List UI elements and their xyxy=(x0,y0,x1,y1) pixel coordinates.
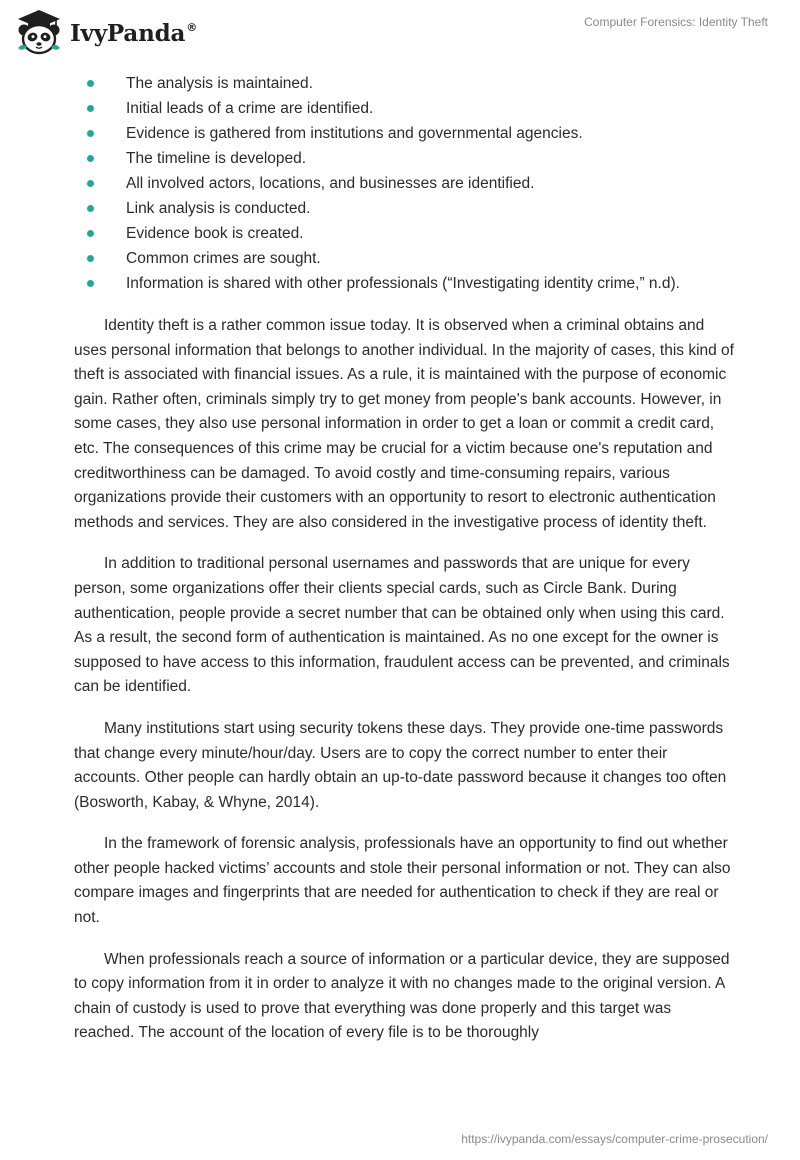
list-item-text: Evidence is gathered from institutions and governmental agencies. xyxy=(126,125,583,142)
list-item xyxy=(0,121,800,146)
list-item xyxy=(0,271,800,296)
paragraph-special-cards: In addition to traditional personal usernames and passwords that are unique for every person, some organizations offer their clients special cards, such as Circle Bank. During authentication, people provide a secret number that can be obtained only when using this card. As a result, the second form of authentication is maintained. As no one except for the owner is supposed to have access to this information, fraudulent access can be prevented, and criminals can be identified. xyxy=(74,555,730,696)
paragraph-security-tokens: Many institutions start using security tokens these days. They provide one-time passwords that change every minute/hour/day. Users are to copy the correct number to enter their accounts. Other people can hardly obtain an up-to-date password because it changes too often (Bosworth, Kabay, & Whyne, 2014). xyxy=(74,719,727,811)
list-item xyxy=(0,71,800,96)
list-item-text: Evidence book is created. xyxy=(126,225,304,242)
list-item-text: Information is shared with other professionals (“Investigating identity crime,” n.d). xyxy=(126,275,680,292)
bullet-icon xyxy=(87,105,94,112)
ivypanda-logo[interactable] xyxy=(14,8,197,56)
essay-body xyxy=(74,314,734,1063)
list-item xyxy=(0,246,800,271)
bullet-icon xyxy=(87,205,94,212)
list-item-text: Initial leads of a crime are identified. xyxy=(126,100,374,117)
list-item xyxy=(0,96,800,121)
list-item-text: The analysis is maintained. xyxy=(126,75,313,92)
list-item-text: Common crimes are sought. xyxy=(126,250,321,267)
registered-mark: ® xyxy=(186,20,197,34)
panda-graduate-icon xyxy=(14,8,64,56)
bullet-list xyxy=(0,71,800,296)
paragraph-identity-theft: Identity theft is a rather common issue today. It is observed when a criminal obtains and uses personal information that belongs to another individual. In the majority of cases, this kind of theft is associated with financial issues. As a rule, it is maintained with the purpose of economic gain. Rather often, criminals simply try to get money from people's bank accounts. However, in some cases, they also use personal information in order to get a loan or commit a credit card, etc. The consequences of this crime may be crucial for a victim because one's reputation and creditworthiness can be damaged. To avoid costly and time-consuming repairs, various organizations provide their customers with an opportunity to resort to electronic authentication methods and services. They are also considered in the investigative process of identity theft. xyxy=(74,317,734,531)
page-header xyxy=(0,0,800,64)
bullet-icon xyxy=(87,230,94,237)
brand-name: IvyPanda® xyxy=(70,19,197,47)
list-item xyxy=(0,221,800,246)
bullet-icon xyxy=(87,80,94,87)
list-item xyxy=(0,196,800,221)
list-item xyxy=(0,171,800,196)
bullet-icon xyxy=(87,130,94,137)
list-item-text: All involved actors, locations, and businesses are identified. xyxy=(126,175,535,192)
paragraph-chain-of-custody: When professionals reach a source of information or a particular device, they are supposed to copy information from it in order to analyze it with no changes made to the original version. A chain of custody is used to prove that everything was done properly and this target was reached. The account of the location of every file is to be thoroughly xyxy=(74,950,730,1042)
document-title: Computer Forensics: Identity Theft xyxy=(584,15,768,29)
bullet-icon xyxy=(87,180,94,187)
bullet-icon xyxy=(87,155,94,162)
list-item xyxy=(0,146,800,171)
bullet-icon xyxy=(87,280,94,287)
bullet-icon xyxy=(87,255,94,262)
list-item-text: Link analysis is conducted. xyxy=(126,200,311,217)
paragraph-forensic-analysis: In the framework of forensic analysis, professionals have an opportunity to find out whether other people hacked victims’ accounts and stole their personal information or not. They can also compare images and fingerprints that are needed for authentication to check if they are real or not. xyxy=(74,835,731,927)
source-url-link[interactable]: https://ivypanda.com/essays/computer-crime-prosecution/ xyxy=(461,1132,768,1146)
list-item-text: The timeline is developed. xyxy=(126,150,307,167)
